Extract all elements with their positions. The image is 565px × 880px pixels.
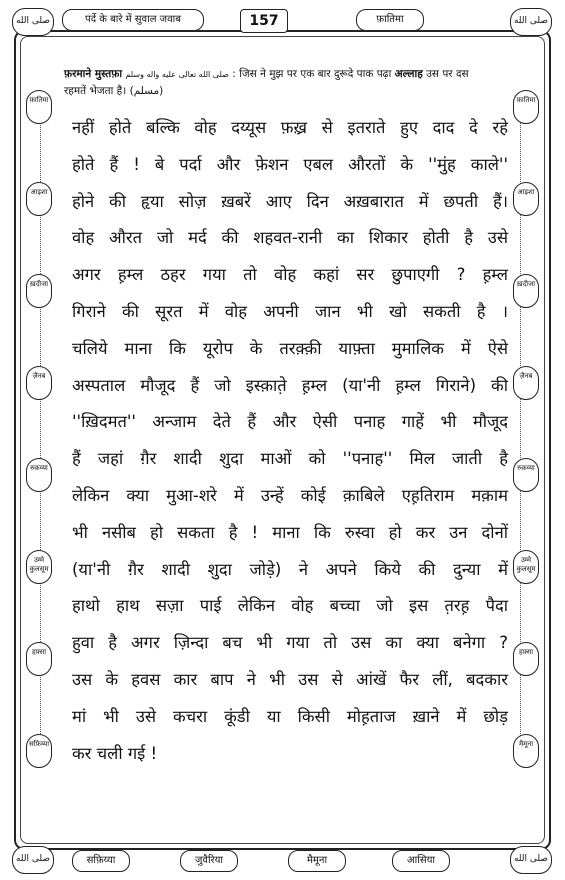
text-line: गिराने की सूरत में वोह अपनी जान भी खो सकती है । [72,301,508,321]
hadith-prefix: फ़रमाने मुस्तफ़ा [64,68,123,80]
text-line: मां भी उसे कचरा कूंडी या किसी मोह़ताज ख़ाने में छोड़ [72,706,508,726]
border-medal: रुक़य्या [26,458,52,492]
page-number: 157 [240,9,288,33]
border-medal: आइशा [26,182,52,216]
page-header [0,6,565,32]
body-paragraph [72,110,508,772]
border-medal: रुक़य्या [513,458,539,492]
text-line: (या'नी ग़ैर शादी शुदा जोड़े) ने अपने किये की दुन्या में [72,559,508,579]
hadith-text-1: : जिस ने मुझ पर एक बार दुरूदे पाक पढ़ा [232,68,392,80]
text-line: लेकिन क्या मुआ-शरे में उन्हें कोई क़ाबिले एह़तिराम मक़ाम [72,485,508,505]
border-medal: ज़ैनब [513,366,539,400]
border-medal: फ़ातिमा [26,90,52,124]
border-medal: ज़ैनब [26,366,52,400]
text-line: भी नसीब हो सकता है ! माना कि रुस्वा हो कर उन दोनों [72,522,508,542]
text-line: वोह औरत जो मर्द की शहवत-रानी का शिकार होती है उसे [72,228,508,248]
border-medal: सफ़िय्या [26,734,52,768]
hadith-text-2: उस पर दस [426,68,469,80]
text-line: होते हैं ! बे पर्दा और फ़ेशन एबल औरतों के ''मुंह काले'' [72,154,508,174]
border-medal: फ़ातिमा [513,90,539,124]
header-corner-left: صلى الله [12,8,54,36]
border-medal: हफ़्सा [26,642,52,676]
text-line: ''ख़िदमत'' अन्जाम देते हैं और ऐसी पनाह गाहें भी मौजूद [72,412,508,432]
text-line: हैं जहां ग़ैर शादी शुदा माओं को ''पनाह'' मिल जाती है [72,449,508,469]
hadith-arabic: صلى الله تعالى عليه واله وسلم [125,70,229,79]
text-line: चलिये माना कि यूरोप के तरक़्क़ी याफ़्ता मुमालिक में ऐसे [72,338,508,358]
text-line: हुवा है अगर ज़िन्दा बच भी गया तो उस का क्या बनेगा ? [72,633,508,653]
border-medal: ख़दीजा [26,274,52,308]
footer-tab-3: मैमूना [288,850,346,872]
border-medal: मैमूना [513,734,539,768]
hadith-note [64,66,512,99]
border-medal: उम्मे कुलसूम [513,550,539,584]
footer-corner-right: صلى الله [510,846,552,874]
hadith-line-1 [64,66,512,83]
header-name-tab: फ़ातिमा [356,9,424,31]
border-medal: हफ़्सा [513,642,539,676]
text-line: अगर ह़म्ल ठहर गया तो वोह कहां सर छुपाएगी ? ह़म्ल [72,265,508,285]
border-medal: आइशा [513,182,539,216]
text-line: उस के हवस कार बाप ने भी उस से आंखें फैर लीं, बदकार [72,669,508,689]
text-line: हाथो हाथ सज़ा पाई लेकिन वोह बच्चा जो इस त़रह़ पैदा [72,596,508,616]
page-footer [0,844,565,874]
footer-tab-4: आसिया [392,850,450,872]
hadith-allah: अल्लाह [394,68,423,80]
header-corner-right: صلى الله [510,8,552,36]
text-line: कर चली गई ! [72,743,158,763]
hadith-line-2: रहमतें भेजता है। (مسلم) [64,85,164,97]
footer-corner-left: صلى الله [12,846,54,874]
chapter-title: पर्दे के बारे में सुवाल जवाब [62,9,204,31]
footer-tab-2: जुवैरिया [180,850,238,872]
text-line: अस्पताल मौजूद हैं जो इस्क़ाते़ ह़म्ल (या'नी ह़म्ल गिराने) की [72,375,508,395]
footer-tab-1: सफ़िय्या [72,850,130,872]
border-medal: ख़दीजा [513,274,539,308]
border-medal: उम्मे कुलसूम [26,550,52,584]
text-line: होने की हृया सोज़ ख़बरें आए दिन अख़बारात में छपती हैं। [72,191,508,211]
text-line: नहीं होते बल्कि वोह दय्यूस फ़ख़्र से इतराते हुए दाद दे रहे [72,118,508,137]
